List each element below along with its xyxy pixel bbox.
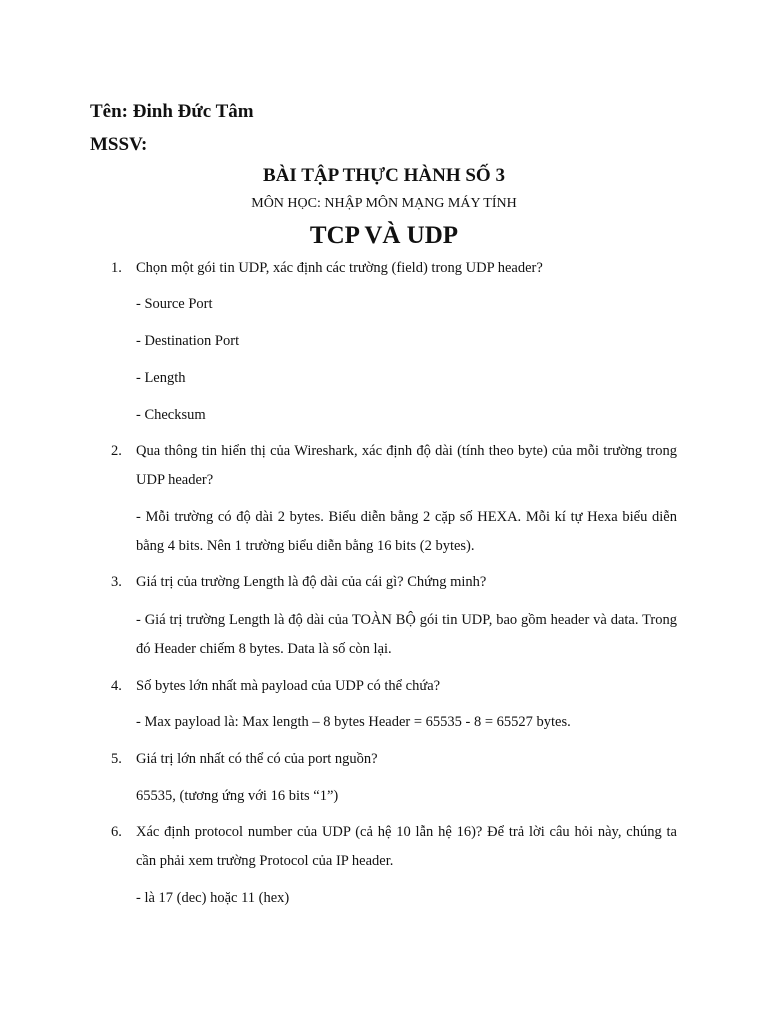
student-id-label: MSSV:	[90, 134, 148, 155]
question-text: Chọn một gói tin UDP, xác định các trường (field) trong UDP header?	[136, 260, 543, 276]
answer-4: - Max payload là: Max length – 8 bytes Header = 65535 - 8 = 65527 bytes.	[136, 714, 571, 730]
question-text: Qua thông tin hiển thị của Wireshark, xác định độ dài (tính theo byte) của mỗi trường trong UDP header?	[136, 443, 677, 488]
answer-6: - là 17 (dec) hoặc 11 (hex)	[136, 890, 290, 906]
assignment-title: BÀI TẬP THỰC HÀNH SỐ 3	[263, 165, 505, 186]
subject-line: MÔN HỌC: NHẬP MÔN MẠNG MÁY TÍNH	[251, 196, 517, 211]
question-number: 3.	[111, 574, 122, 590]
question-2	[111, 437, 677, 495]
answer-1-line-4: - Checksum	[136, 407, 206, 423]
question-text: Số bytes lớn nhất mà payload của UDP có thể chứa?	[136, 678, 441, 694]
question-number: 4.	[111, 678, 122, 694]
question-5	[111, 745, 677, 774]
question-text: Giá trị lớn nhất có thể có của port nguồn?	[136, 751, 378, 767]
question-4	[111, 672, 677, 701]
question-3	[111, 568, 677, 597]
question-text: Xác định protocol number của UDP (cả hệ 10 lẫn hệ 16)? Để trả lời câu hỏi này, chúng ta cần phải xem trường Protocol của IP header.	[136, 824, 677, 869]
question-number: 5.	[111, 751, 122, 767]
answer-1-line-3: - Length	[136, 370, 186, 386]
student-name: Tên: Đinh Đức Tâm	[90, 101, 254, 122]
answer-1-line-1: - Source Port	[136, 296, 213, 312]
question-number: 2.	[111, 443, 122, 459]
question-1	[111, 254, 677, 283]
question-number: 6.	[111, 824, 122, 840]
answer-2: - Mỗi trường có độ dài 2 bytes. Biểu diễn bằng 2 cặp số HEXA. Mỗi kí tự Hexa biểu diễn bằng 4 bits. Nên 1 trường biểu diễn bằng 16 bits (2 bytes).	[136, 509, 677, 554]
question-6	[111, 818, 677, 876]
answer-3: - Giá trị trường Length là độ dài của TOÀN BỘ gói tin UDP, bao gồm header và data. Trong đó Header chiếm 8 bytes. Data là số còn lại.	[136, 612, 677, 657]
answer-1-line-2: - Destination Port	[136, 333, 240, 349]
answer-5: 65535, (tương ứng với 16 bits “1”)	[136, 788, 339, 804]
topic-heading: TCP VÀ UDP	[309, 222, 459, 249]
question-number: 1.	[111, 260, 122, 276]
question-text: Giá trị của trường Length là độ dài của cái gì? Chứng minh?	[136, 574, 487, 590]
